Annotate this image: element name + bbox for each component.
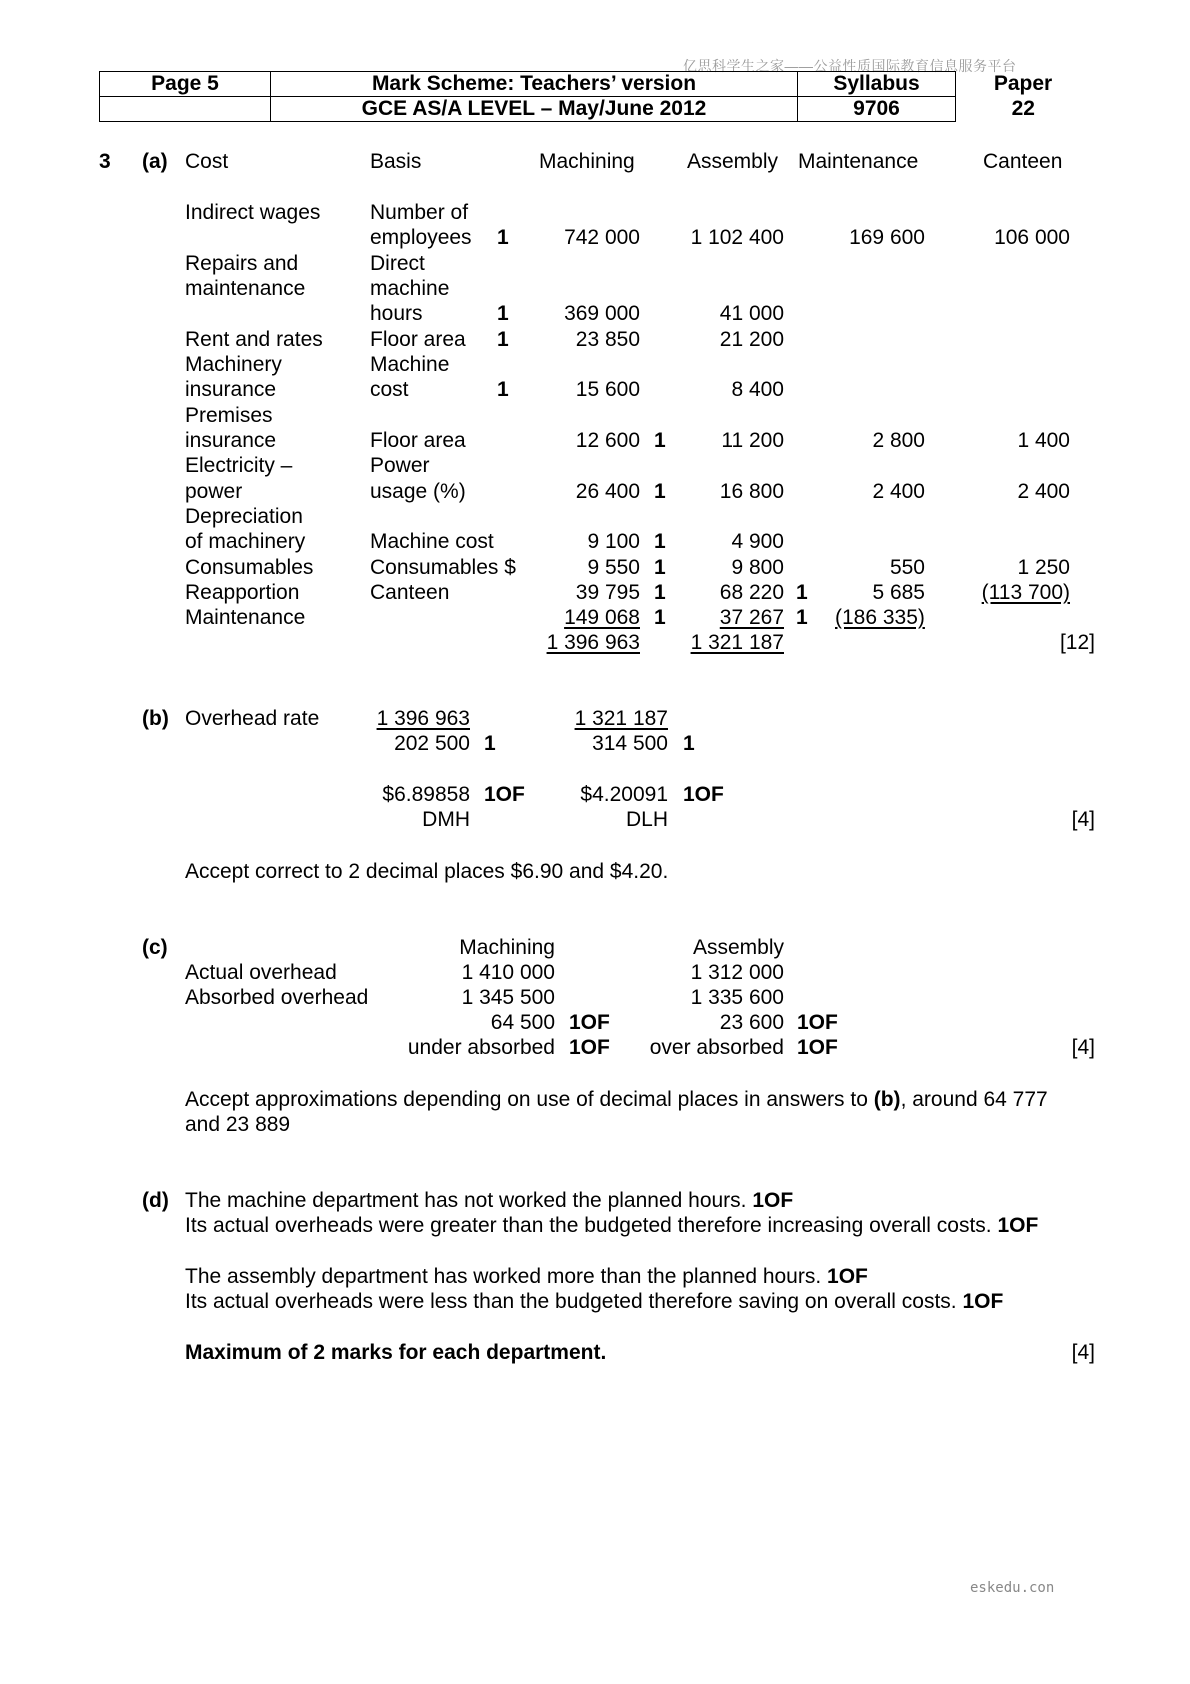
maintenance-value: (186 335) — [835, 606, 925, 629]
mark: 1 — [484, 732, 496, 755]
header-syllabus-label: Syllabus — [798, 72, 956, 97]
mark: 1OF — [797, 1036, 838, 1059]
part-c-note-line2: and 23 889 — [185, 1113, 291, 1136]
assembly-value: 16 800 — [719, 480, 784, 503]
basis-line: Power — [370, 454, 430, 477]
cost-line: of machinery — [185, 530, 306, 553]
assembly-value: 41 000 — [719, 302, 784, 325]
mark: 1OF — [484, 783, 525, 806]
machining-value: 39 795 — [575, 581, 640, 604]
cost-line: Repairs and — [185, 252, 299, 275]
canteen-value: 106 000 — [994, 226, 1070, 249]
basis-line: Number of — [370, 201, 469, 224]
cost-line: Premises — [185, 404, 273, 427]
part-b-note: Accept correct to 2 decimal places $6.90 and $4.20. — [185, 860, 669, 883]
mark: 1OF — [683, 783, 724, 806]
part-d-marks: [4] — [1071, 1341, 1095, 1364]
difference-machining: 64 500 — [490, 1011, 555, 1034]
header-page: Page 5 — [100, 72, 271, 97]
basis-mark: 1 — [497, 302, 509, 325]
header-title: Mark Scheme: Teachers’ version — [271, 72, 798, 97]
assembly-denominator: 314 500 — [592, 732, 668, 755]
part-c-note — [185, 1088, 1048, 1112]
overhead-rate-title: Overhead rate — [185, 707, 320, 730]
basis-line: Floor area — [370, 429, 466, 452]
col-header-assembly: Assembly — [692, 936, 784, 959]
part-b-marks: [4] — [1071, 808, 1095, 831]
part-d-label: (d) — [142, 1189, 169, 1212]
mark: 1 — [654, 480, 666, 503]
question-number: 3 — [99, 150, 111, 173]
assembly-value: 11 200 — [721, 429, 784, 452]
part-c-marks: [4] — [1071, 1036, 1095, 1059]
col-header-maintenance: Maintenance — [798, 150, 919, 173]
machining-total: 1 396 963 — [546, 631, 640, 654]
canteen-value: 1 400 — [1017, 429, 1070, 452]
note-ref: (b) — [873, 1088, 901, 1111]
answer-line — [185, 1265, 868, 1289]
difference-assembly: 23 600 — [719, 1011, 784, 1034]
mark: 1 — [654, 581, 666, 604]
page-header-table — [99, 71, 1091, 122]
col-header-cost: Cost — [185, 150, 229, 173]
assembly-value: 4 900 — [731, 530, 784, 553]
cost-line: insurance — [185, 429, 277, 452]
cost-line: insurance — [185, 378, 277, 401]
cost-line: Machinery — [185, 353, 282, 376]
max-marks-note: Maximum of 2 marks for each department. — [185, 1341, 607, 1364]
basis-line: Consumables $ — [370, 556, 516, 579]
mark: 1 — [654, 530, 666, 553]
machining-value: 9 100 — [587, 530, 640, 553]
header-syllabus: 9706 — [798, 97, 956, 122]
maintenance-value: 550 — [889, 556, 925, 579]
part-a-label: (a) — [142, 150, 168, 173]
canteen-value: 2 400 — [1017, 480, 1070, 503]
mark: 1OF — [997, 1214, 1039, 1237]
maintenance-value: 2 400 — [872, 480, 925, 503]
basis-line: Canteen — [370, 581, 450, 604]
part-b-label: (b) — [142, 707, 169, 730]
answer-line — [185, 1290, 1003, 1314]
actual-machining: 1 410 000 — [461, 961, 555, 984]
part-c-label: (c) — [142, 936, 168, 959]
basis-mark: 1 — [497, 378, 509, 401]
answer-text: The machine department has not worked the planned hours. — [185, 1189, 747, 1212]
footer-text: eskedu.con — [970, 1580, 1055, 1596]
mark: 1 — [654, 429, 666, 452]
machining-value: 149 068 — [564, 606, 640, 629]
col-header-machining: Machining — [459, 936, 555, 959]
machining-value: 12 600 — [575, 429, 640, 452]
absorbed-assembly: 1 335 600 — [690, 986, 784, 1009]
machining-value: 369 000 — [564, 302, 640, 325]
machining-value: 9 550 — [587, 556, 640, 579]
note-text: , around 64 777 — [900, 1088, 1048, 1111]
canteen-value: 1 250 — [1017, 556, 1070, 579]
assembly-total: 1 321 187 — [690, 631, 784, 654]
cost-line: Indirect wages — [185, 201, 321, 224]
answer-text: The assembly department has worked more than the planned hours. — [185, 1265, 822, 1288]
basis-line: Direct — [370, 252, 425, 275]
basis-line: hours — [370, 302, 423, 325]
watermark-text: 亿思科学生之家——公益性质国际教育信息服务平台 — [683, 58, 1017, 74]
cost-line: Electricity – — [185, 454, 293, 477]
basis-line: Floor area — [370, 328, 466, 351]
answer-text: Its actual overheads were less than the budgeted therefore saving on overall costs. — [185, 1290, 957, 1313]
answer-line — [185, 1214, 1038, 1238]
under-absorbed: under absorbed — [407, 1036, 555, 1059]
mark: 1 — [796, 581, 808, 604]
assembly-numerator: 1 321 187 — [574, 707, 668, 730]
basis-mark: 1 — [497, 226, 509, 249]
cost-line: power — [185, 480, 243, 503]
machining-rate-unit: DMH — [422, 808, 470, 831]
mark: 1OF — [752, 1189, 794, 1212]
mark: 1OF — [569, 1011, 610, 1034]
mark: 1 — [796, 606, 808, 629]
col-header-machining: Machining — [539, 150, 635, 173]
assembly-value: 8 400 — [731, 378, 784, 401]
mark: 1OF — [797, 1011, 838, 1034]
assembly-value: 68 220 — [719, 581, 784, 604]
basis-mark: 1 — [497, 328, 509, 351]
machining-rate: $6.89858 — [382, 783, 470, 806]
over-absorbed: over absorbed — [649, 1036, 784, 1059]
note-text: Accept approximations depending on use of decimal places in answers to — [185, 1088, 874, 1111]
actual-overhead-label: Actual overhead — [185, 961, 337, 984]
header-subtitle: GCE AS/A LEVEL – May/June 2012 — [271, 97, 798, 122]
assembly-value: 21 200 — [719, 328, 784, 351]
mark: 1 — [683, 732, 695, 755]
absorbed-overhead-label: Absorbed overhead — [185, 986, 369, 1009]
machining-value: 742 000 — [564, 226, 640, 249]
col-header-canteen: Canteen — [983, 150, 1063, 173]
basis-line: machine — [370, 277, 450, 300]
assembly-value: 1 102 400 — [690, 226, 784, 249]
cost-line: maintenance — [185, 277, 306, 300]
machining-value: 26 400 — [575, 480, 640, 503]
answer-line — [185, 1189, 793, 1213]
maintenance-value: 2 800 — [872, 429, 925, 452]
basis-line: employees — [370, 226, 472, 249]
assembly-value: 37 267 — [719, 606, 784, 629]
machining-numerator: 1 396 963 — [376, 707, 470, 730]
header-paper-label: Paper — [993, 72, 1053, 95]
cost-line: Consumables — [185, 556, 314, 579]
mark: 1OF — [569, 1036, 610, 1059]
mark: 1OF — [827, 1265, 868, 1288]
part-a-marks: [12] — [1059, 631, 1095, 654]
assembly-value: 9 800 — [731, 556, 784, 579]
maintenance-value: 169 600 — [849, 226, 925, 249]
absorbed-machining: 1 345 500 — [461, 986, 555, 1009]
machining-value: 15 600 — [575, 378, 640, 401]
col-header-assembly: Assembly — [687, 150, 779, 173]
machining-value: 23 850 — [575, 328, 640, 351]
basis-line: Machine cost — [370, 530, 494, 553]
mark: 1 — [654, 556, 666, 579]
cost-line: Depreciation — [185, 505, 303, 528]
basis-line: usage (%) — [370, 480, 466, 503]
assembly-rate: $4.20091 — [580, 783, 668, 806]
mark: 1OF — [962, 1290, 1004, 1313]
basis-line: Machine — [370, 353, 450, 376]
maintenance-value: 5 685 — [872, 581, 925, 604]
header-empty — [100, 97, 271, 122]
canteen-value: (113 700) — [981, 581, 1070, 604]
basis-line: cost — [370, 378, 409, 401]
assembly-rate-unit: DLH — [625, 808, 668, 831]
col-header-basis: Basis — [370, 150, 422, 173]
machining-denominator: 202 500 — [394, 732, 470, 755]
mark: 1 — [654, 606, 666, 629]
cost-line: Rent and rates — [185, 328, 323, 351]
answer-text: Its actual overheads were greater than the budgeted therefore increasing overall costs. — [185, 1214, 992, 1237]
cost-line: Maintenance — [185, 606, 306, 629]
actual-assembly: 1 312 000 — [690, 961, 784, 984]
cost-line: Reapportion — [185, 581, 300, 604]
header-paper: 22 — [1011, 97, 1035, 120]
